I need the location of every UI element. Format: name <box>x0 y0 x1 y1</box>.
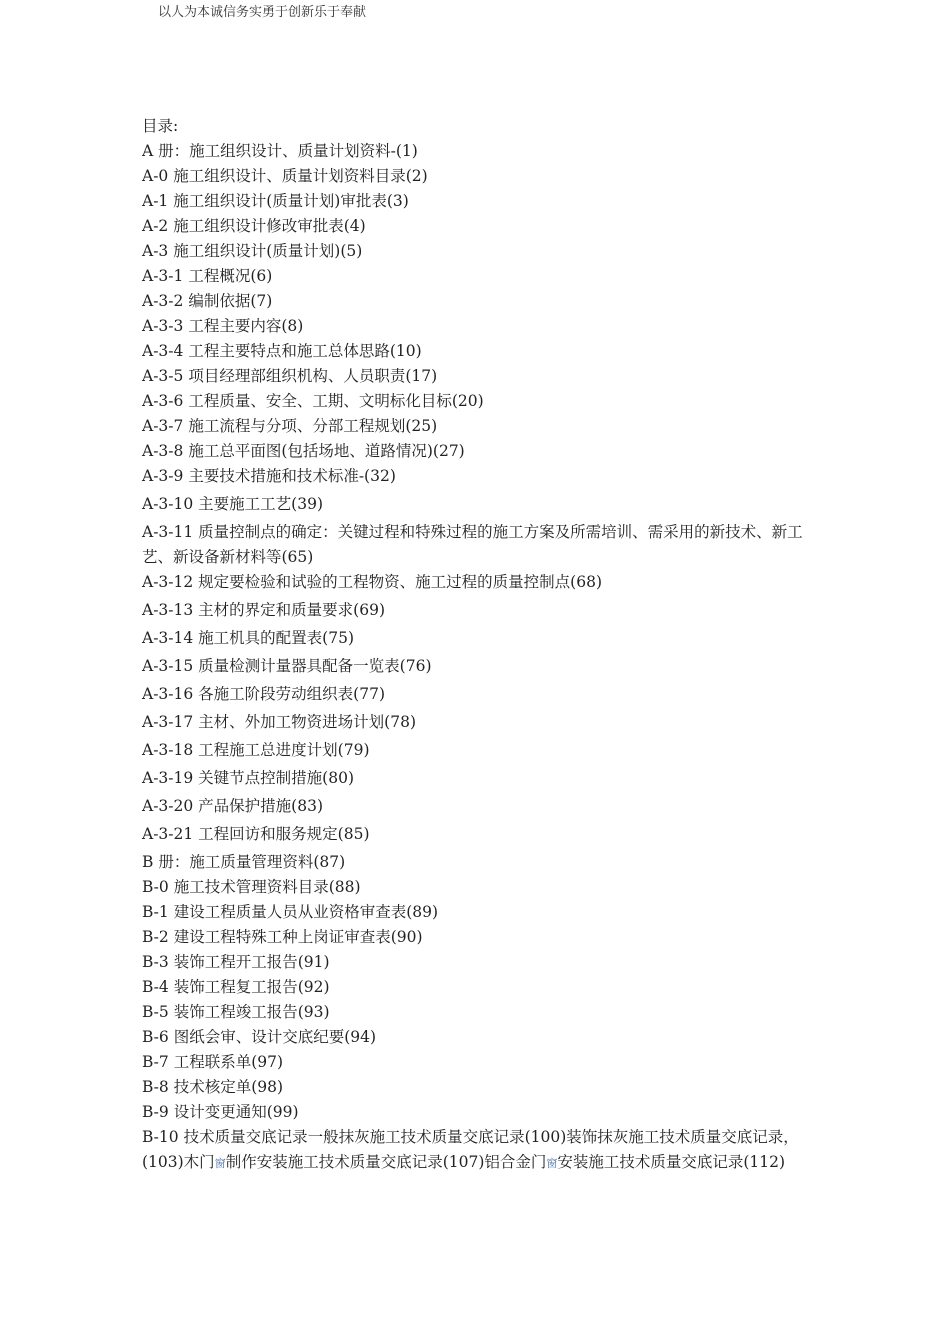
toc-entry-b-7: B-7 工程联系单(97) <box>142 1053 284 1071</box>
toc-entry-a-3-1: A-3-1 工程概况(6) <box>142 267 273 285</box>
toc-entry-b-0: B-0 施工技术管理资料目录(88) <box>142 878 361 896</box>
toc-entry-b-6: B-6 图纸会审、设计交底纪要(94) <box>142 1028 377 1046</box>
toc-entry-a-3-12: A-3-12 规定要检验和试验的工程物资、施工过程的质量控制点(68) <box>142 573 602 591</box>
window-glyph-icon: 窗 <box>214 1157 226 1170</box>
toc-entry-a-3-13: A-3-13 主材的界定和质量要求(69) <box>142 601 385 619</box>
toc-entry-a-3-10: A-3-10 主要施工工艺(39) <box>142 495 323 513</box>
toc-entry-b-1: B-1 建设工程质量人员从业资格审查表(89) <box>142 903 439 921</box>
toc-entry-b-10-text-2: 制作安装施工技术质量交底记录(107)铝合金门 <box>225 1153 547 1171</box>
toc-entry-a-1: A-1 施工组织设计(质量计划)审批表(3) <box>142 192 409 210</box>
toc-entry-a-3-11: A-3-11 质量控制点的确定：关键过程和特殊过程的施工方案及所需培训、需采用的新技术、新工艺、新设备新材料等(65) <box>142 523 803 566</box>
toc-entry-a-3-7: A-3-7 施工流程与分项、分部工程规划(25) <box>142 417 438 435</box>
toc-entry-b-10-text-3: 安装施工技术质量交底记录(112) <box>557 1153 786 1171</box>
toc-entry-b-10 <box>142 1125 826 1176</box>
toc-entry-b: B 册：施工质量管理资料(87) <box>142 853 346 871</box>
toc-entry-a-3-15: A-3-15 质量检测计量器具配备一览表(76) <box>142 657 432 675</box>
toc-entry-a-3-20: A-3-20 产品保护措施(83) <box>142 797 323 815</box>
toc-entry-b-8: B-8 技术核定单(98) <box>142 1078 284 1096</box>
toc-entry-b-9: B-9 设计变更通知(99) <box>142 1103 299 1121</box>
toc-entry-a-3-5: A-3-5 项目经理部组织机构、人员职责(17) <box>142 367 438 385</box>
page-header-motto: 以人为本诚信务实勇于创新乐于奉献 <box>158 5 367 20</box>
toc-entry-a-3-2: A-3-2 编制依据(7) <box>142 292 273 310</box>
toc-entry-a: A 册：施工组织设计、质量计划资料-(1) <box>142 142 418 160</box>
toc-entry-b-3: B-3 装饰工程开工报告(91) <box>142 953 330 971</box>
toc-entry-a-3-6: A-3-6 工程质量、安全、工期、文明标化目标(20) <box>142 392 484 410</box>
window-glyph-icon: 窗 <box>546 1157 558 1170</box>
toc-entry-a-3-19: A-3-19 关键节点控制措施(80) <box>142 769 354 787</box>
toc-entry-a-3-4: A-3-4 工程主要特点和施工总体思路(10) <box>142 342 422 360</box>
toc-entry-a-3-21: A-3-21 工程回访和服务规定(85) <box>142 825 370 843</box>
toc-entry-a-2: A-2 施工组织设计修改审批表(4) <box>142 217 366 235</box>
toc-entry-a-3: A-3 施工组织设计(质量计划)(5) <box>142 242 363 260</box>
toc-entry-a-3-14: A-3-14 施工机具的配置表(75) <box>142 629 354 647</box>
toc-entry-b-10-text-1: B-10 技术质量交底记录一般抹灰施工技术质量交底记录(100)装饰抹灰施工技术质量交底记录，(103)木门 <box>142 1128 799 1171</box>
toc-entry-a-0: A-0 施工组织设计、质量计划资料目录(2) <box>142 167 428 185</box>
toc-entry-a-3-17: A-3-17 主材、外加工物资进场计划(78) <box>142 713 416 731</box>
table-of-contents <box>142 114 826 1176</box>
toc-heading: 目录: <box>142 117 179 135</box>
toc-entry-a-3-3: A-3-3 工程主要内容(8) <box>142 317 304 335</box>
toc-entry-b-4: B-4 装饰工程复工报告(92) <box>142 978 330 996</box>
toc-entry-b-5: B-5 装饰工程竣工报告(93) <box>142 1003 330 1021</box>
toc-entry-a-3-8: A-3-8 施工总平面图(包括场地、道路情况)(27) <box>142 442 465 460</box>
toc-entry-a-3-9: A-3-9 主要技术措施和技术标准-(32) <box>142 467 396 485</box>
toc-entry-a-3-18: A-3-18 工程施工总进度计划(79) <box>142 741 370 759</box>
toc-entry-b-2: B-2 建设工程特殊工种上岗证审查表(90) <box>142 928 423 946</box>
toc-entry-a-3-16: A-3-16 各施工阶段劳动组织表(77) <box>142 685 385 703</box>
